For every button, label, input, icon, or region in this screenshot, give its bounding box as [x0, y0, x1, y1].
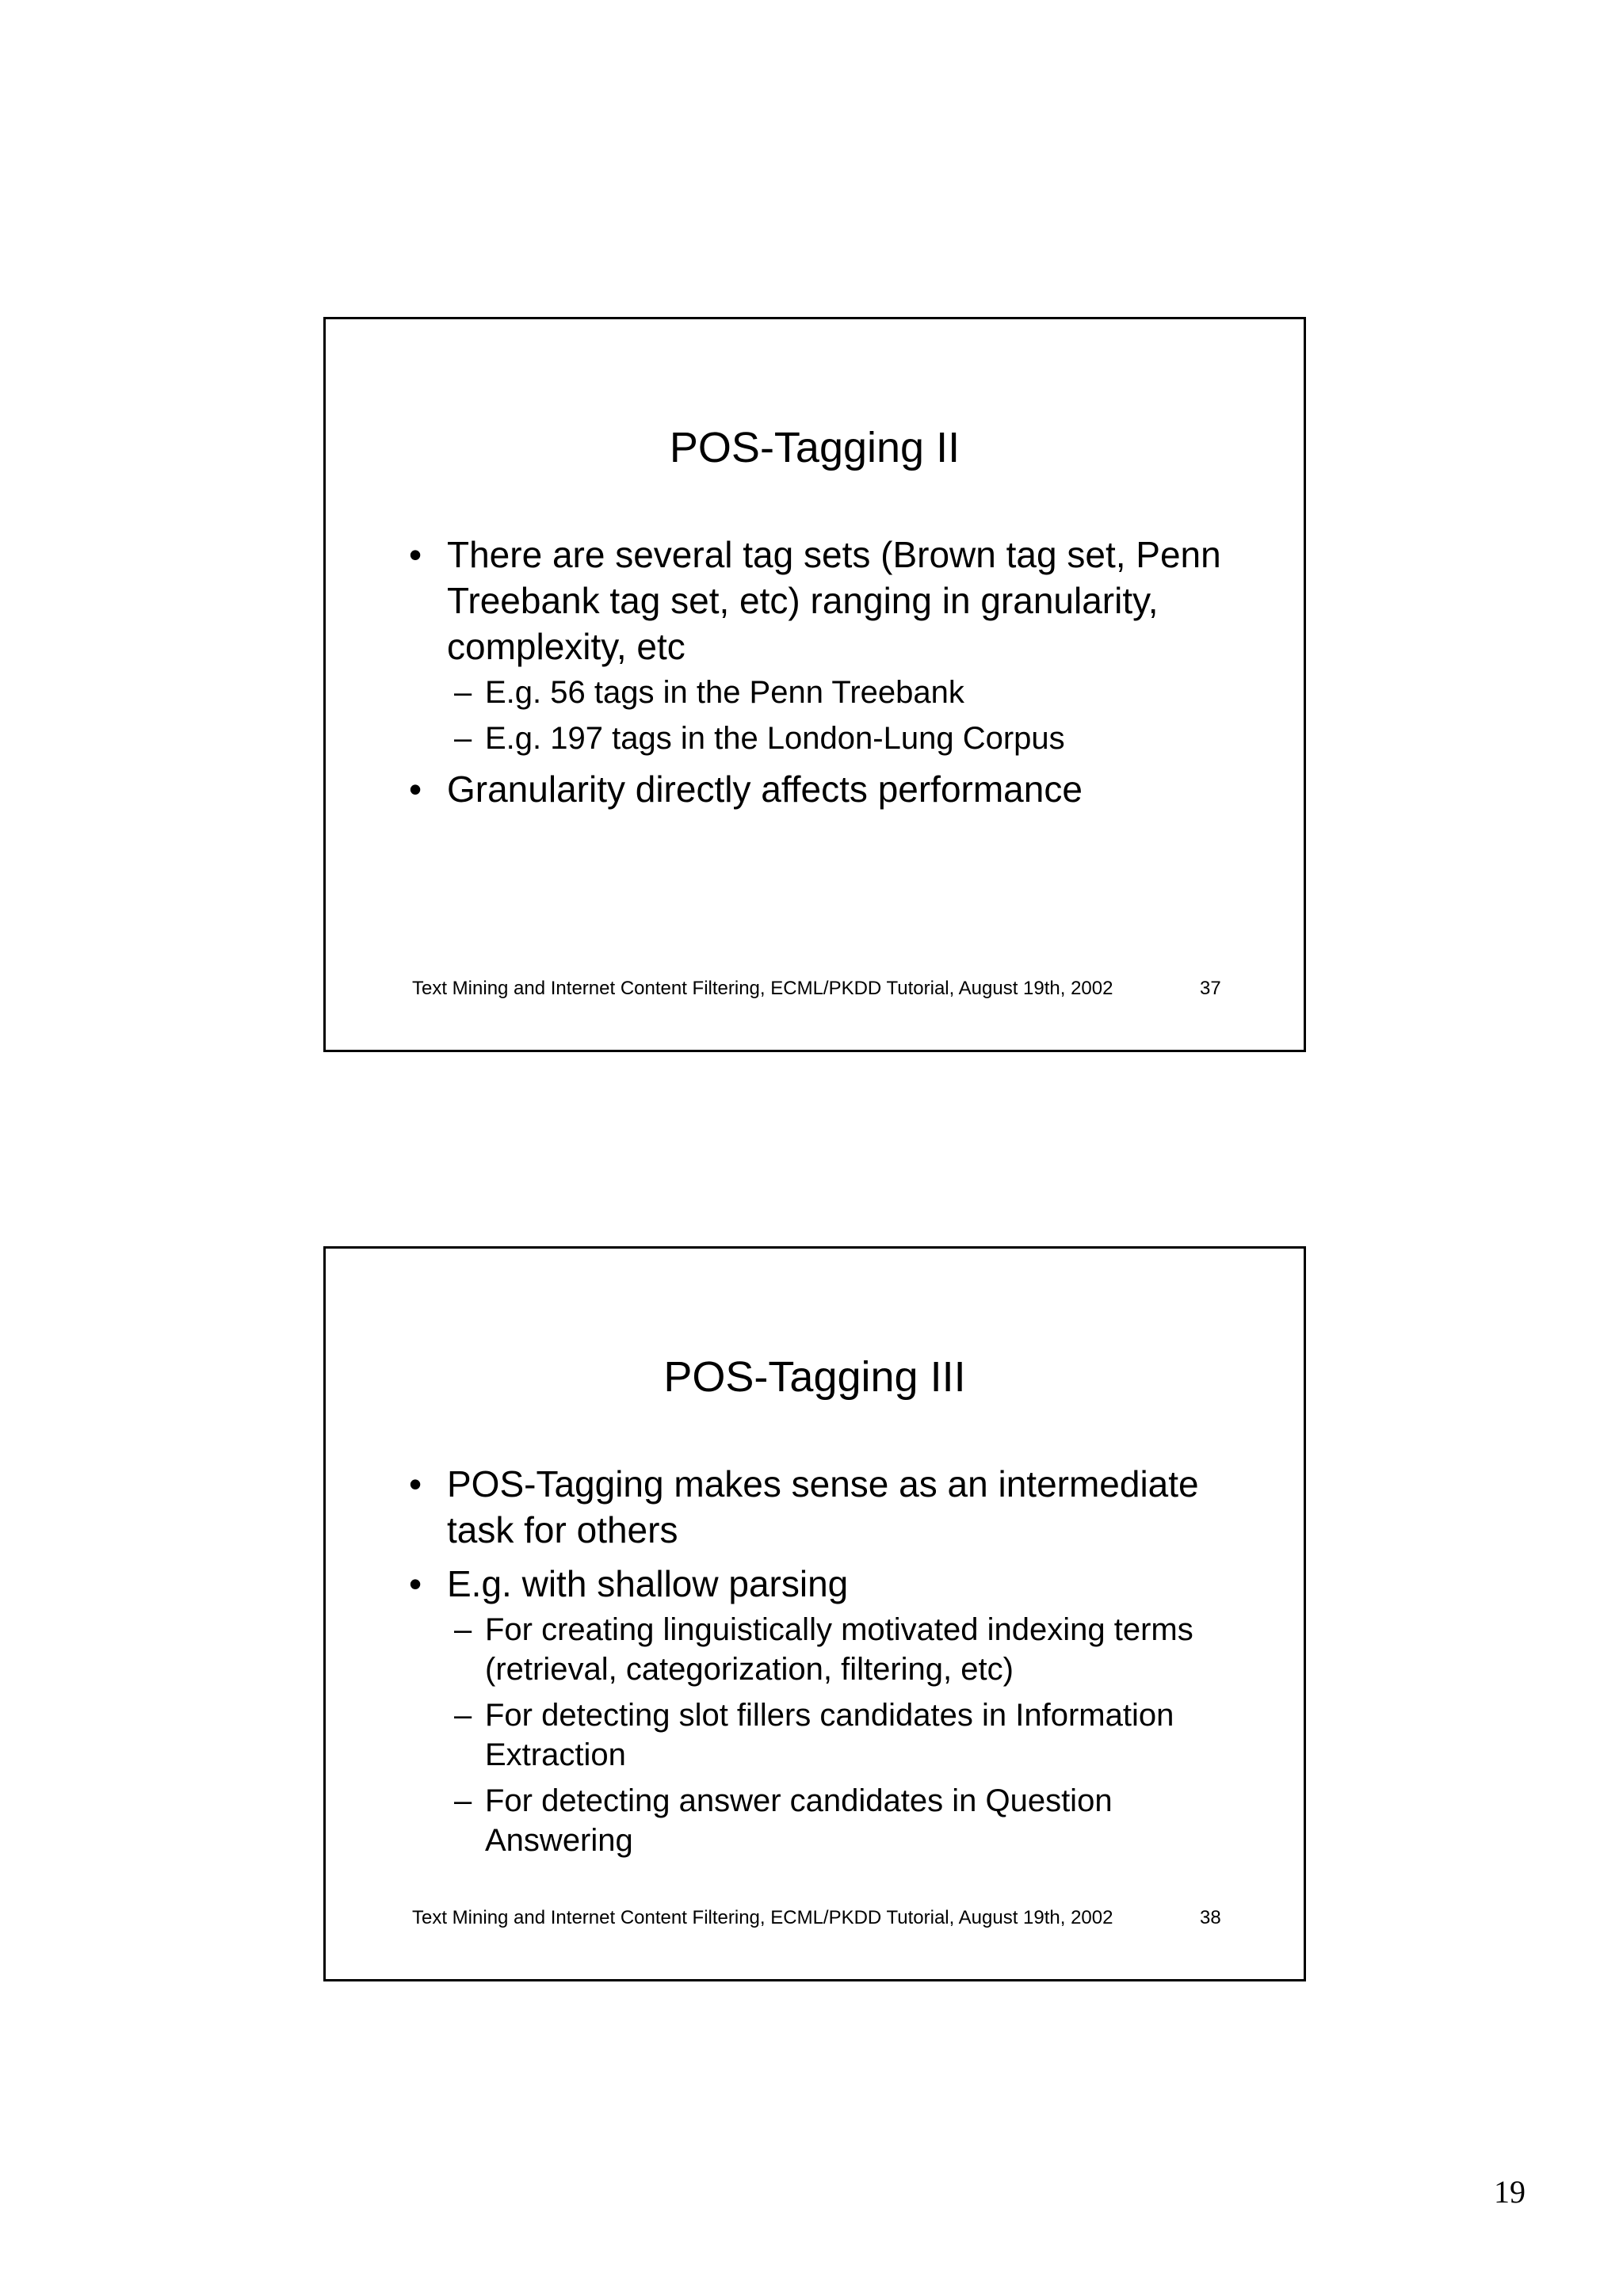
bullet-marker: • — [409, 769, 422, 810]
bullet-text: POS-Tagging makes sense as an intermediate task for others — [447, 1463, 1199, 1550]
bullet-item — [409, 766, 1256, 812]
sub-bullet-text: For detecting slot fillers candidates in Information Extraction — [485, 1698, 1174, 1772]
bullet-text: There are several tag sets (Brown tag set, Penn Treebank tag set, etc) ranging in granularity, complexity, etc — [447, 534, 1221, 667]
slide-number: 38 — [1200, 1907, 1221, 1928]
bullet-text: Granularity directly affects performance — [447, 769, 1083, 810]
bullet-text: E.g. with shallow parsing — [447, 1563, 849, 1604]
bullet-list — [409, 532, 1256, 820]
sub-bullet-marker: – — [454, 1698, 472, 1733]
slide-title: POS-Tagging III — [663, 1353, 966, 1401]
sub-bullet-list — [447, 673, 1256, 758]
sub-bullet-marker: – — [454, 675, 472, 710]
bullet-item — [409, 1561, 1256, 1860]
slide-38 — [323, 1246, 1306, 1981]
slide-37 — [323, 317, 1306, 1052]
bullet-marker: • — [409, 534, 422, 575]
bullet-item — [409, 1461, 1256, 1553]
bullet-item — [409, 532, 1256, 758]
sub-bullet-item — [409, 1781, 1256, 1860]
slide-footer: Text Mining and Internet Content Filtering, ECML/PKDD Tutorial, August 19th, 2002 — [412, 1907, 1113, 1928]
slide-title: POS-Tagging II — [669, 424, 960, 471]
sub-bullet-item — [409, 1610, 1256, 1689]
bullet-marker: • — [409, 1563, 422, 1604]
sub-bullet-text: For creating linguistically motivated indexing terms (retrieval, categorization, filtering, etc) — [485, 1612, 1193, 1687]
sub-bullet-list — [447, 1610, 1256, 1860]
sub-bullet-marker: – — [454, 1612, 472, 1647]
sub-bullet-marker: – — [454, 721, 472, 756]
bullet-marker: • — [409, 1463, 422, 1505]
bullet-list — [409, 1461, 1256, 1868]
sub-bullet-marker: – — [454, 1783, 472, 1818]
sub-bullet-item — [409, 673, 1256, 712]
slide-footer: Text Mining and Internet Content Filtering, ECML/PKDD Tutorial, August 19th, 2002 — [412, 978, 1113, 999]
sub-bullet-text: For detecting answer candidates in Question Answering — [485, 1783, 1113, 1858]
sub-bullet-text: E.g. 56 tags in the Penn Treebank — [485, 675, 964, 710]
sub-bullet-item — [409, 719, 1256, 758]
page-number: 19 — [1494, 2174, 1526, 2210]
slide-number: 37 — [1200, 978, 1221, 999]
sub-bullet-item — [409, 1695, 1256, 1775]
sub-bullet-text: E.g. 197 tags in the London-Lung Corpus — [485, 721, 1065, 756]
